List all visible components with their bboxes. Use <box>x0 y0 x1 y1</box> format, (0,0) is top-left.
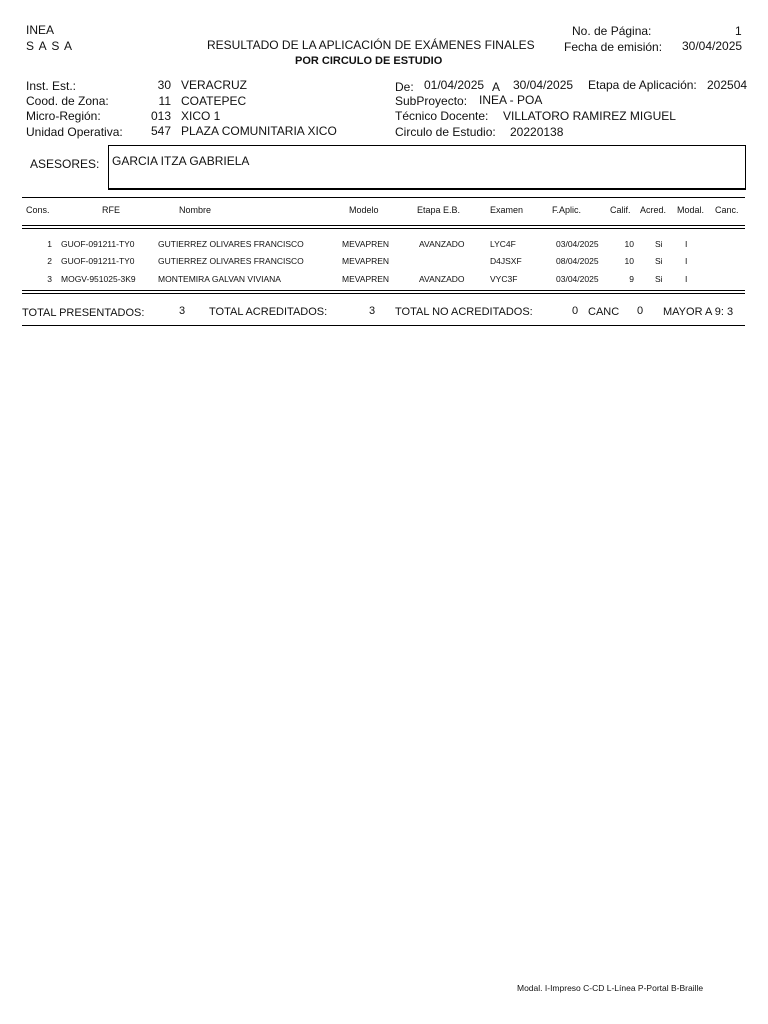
row-etapa: AVANZADO <box>419 239 465 249</box>
de-label: De: <box>395 80 414 94</box>
table-bottom-rule-1 <box>22 290 745 291</box>
table-bottom-rule-2 <box>22 293 745 294</box>
row-rfe: GUOF-091211-TY0 <box>61 256 135 266</box>
tecnico-label: Técnico Docente: <box>395 109 489 123</box>
row-faplic: 03/04/2025 <box>556 239 599 249</box>
col-cons: Cons. <box>26 205 50 215</box>
page-number: 1 <box>735 24 742 38</box>
row-rfe: MOGV-951025-3K9 <box>61 274 136 284</box>
col-modal: Modal. <box>677 205 705 215</box>
col-nombre: Nombre <box>179 205 212 215</box>
col-calif: Calif. <box>610 205 631 215</box>
row-cons: 2 <box>47 256 52 266</box>
row-modal: I <box>685 274 688 284</box>
col-etapa: Etapa E.B. <box>417 205 461 215</box>
row-cons: 1 <box>47 239 52 249</box>
row-modelo: MEVAPREN <box>342 274 390 284</box>
col-examen: Examen <box>490 205 524 215</box>
circulo-value: 20220138 <box>510 125 564 139</box>
mayor-label: MAYOR A 9: <box>663 306 724 318</box>
row-faplic: 03/04/2025 <box>556 274 599 284</box>
zona-label: Cood. de Zona: <box>26 94 109 108</box>
row-modelo: MEVAPREN <box>342 256 390 266</box>
table-top-rule <box>22 197 745 198</box>
row-acred: Si <box>655 256 663 266</box>
row-calif: 10 <box>624 239 634 249</box>
col-faplic: F.Aplic. <box>552 205 582 215</box>
total-no-acreditados-label: TOTAL NO ACREDITADOS: <box>395 306 533 318</box>
zona-code: 11 <box>158 94 171 108</box>
col-acred: Acred. <box>640 205 667 215</box>
org-name: INEA <box>26 23 55 37</box>
asesores-value: GARCIA ITZA GABRIELA <box>112 154 250 168</box>
row-rfe: GUOF-091211-TY0 <box>61 239 135 249</box>
a-label: A <box>492 80 501 94</box>
col-modelo: Modelo <box>349 205 379 215</box>
total-no-acreditados-value: 0 <box>572 305 579 317</box>
etapa-label: Etapa de Aplicación: <box>588 78 697 92</box>
micro-code: 013 <box>150 109 171 123</box>
modal-legend: Modal. I-Impreso C-CD L-Línea P-Portal B-Braille <box>517 983 704 993</box>
col-canc: Canc. <box>715 205 739 215</box>
asesores-label: ASESORES: <box>30 157 100 171</box>
system-name: S A S A <box>26 39 74 53</box>
header-rule-2 <box>22 228 745 229</box>
canc-label: CANC <box>588 306 620 318</box>
row-acred: Si <box>655 274 663 284</box>
unidad-label: Unidad Operativa: <box>26 125 123 139</box>
row-modal: I <box>685 239 688 249</box>
col-rfe: RFE <box>102 205 120 215</box>
row-nombre: GUTIERREZ OLIVARES FRANCISCO <box>158 256 304 266</box>
zona-name: COATEPEC <box>181 94 247 108</box>
row-modal: I <box>685 256 688 266</box>
circulo-label: Circulo de Estudio: <box>395 125 496 139</box>
inst-label: Inst. Est.: <box>26 79 77 93</box>
unidad-code: 547 <box>150 124 171 138</box>
inst-name: VERACRUZ <box>181 78 248 92</box>
issue-date: 30/04/2025 <box>682 39 743 53</box>
tecnico-value: VILLATORO RAMIREZ MIGUEL <box>503 109 676 123</box>
total-presentados-value: 3 <box>179 305 186 317</box>
header-rule-1 <box>22 225 745 226</box>
row-examen: D4JSXF <box>490 256 522 266</box>
row-nombre: MONTEMIRA GALVAN VIVIANA <box>158 274 281 284</box>
total-acreditados-value: 3 <box>369 305 376 317</box>
subproyecto-label: SubProyecto: <box>395 94 468 108</box>
report-title: RESULTADO DE LA APLICACIÓN DE EXÁMENES FINALES <box>207 38 535 52</box>
row-nombre: GUTIERREZ OLIVARES FRANCISCO <box>158 239 304 249</box>
micro-label: Micro-Región: <box>26 109 101 123</box>
issue-label: Fecha de emisión: <box>564 40 663 54</box>
a-date: 30/04/2025 <box>513 78 574 92</box>
subproyecto-value: INEA - POA <box>479 93 543 107</box>
mayor-value: 3 <box>727 306 734 318</box>
page-label: No. de Página: <box>572 24 652 38</box>
totals-rule <box>22 325 745 326</box>
total-acreditados-label: TOTAL ACREDITADOS: <box>209 306 328 318</box>
row-faplic: 08/04/2025 <box>556 256 599 266</box>
micro-name: XICO 1 <box>181 109 221 123</box>
etapa-value: 202504 <box>707 78 748 92</box>
inst-code: 30 <box>157 78 171 92</box>
de-date: 01/04/2025 <box>424 78 485 92</box>
row-calif: 10 <box>624 256 634 266</box>
row-modelo: MEVAPREN <box>342 239 390 249</box>
row-examen: LYC4F <box>490 239 516 249</box>
canc-value: 0 <box>637 305 644 317</box>
total-presentados-label: TOTAL PRESENTADOS: <box>22 307 145 319</box>
row-etapa: AVANZADO <box>419 274 465 284</box>
row-calif: 9 <box>629 274 634 284</box>
unidad-name: PLAZA COMUNITARIA XICO <box>181 124 337 138</box>
row-examen: VYC3F <box>490 274 518 284</box>
row-acred: Si <box>655 239 663 249</box>
report-subtitle: POR CIRCULO DE ESTUDIO <box>295 55 443 67</box>
row-cons: 3 <box>47 274 52 284</box>
